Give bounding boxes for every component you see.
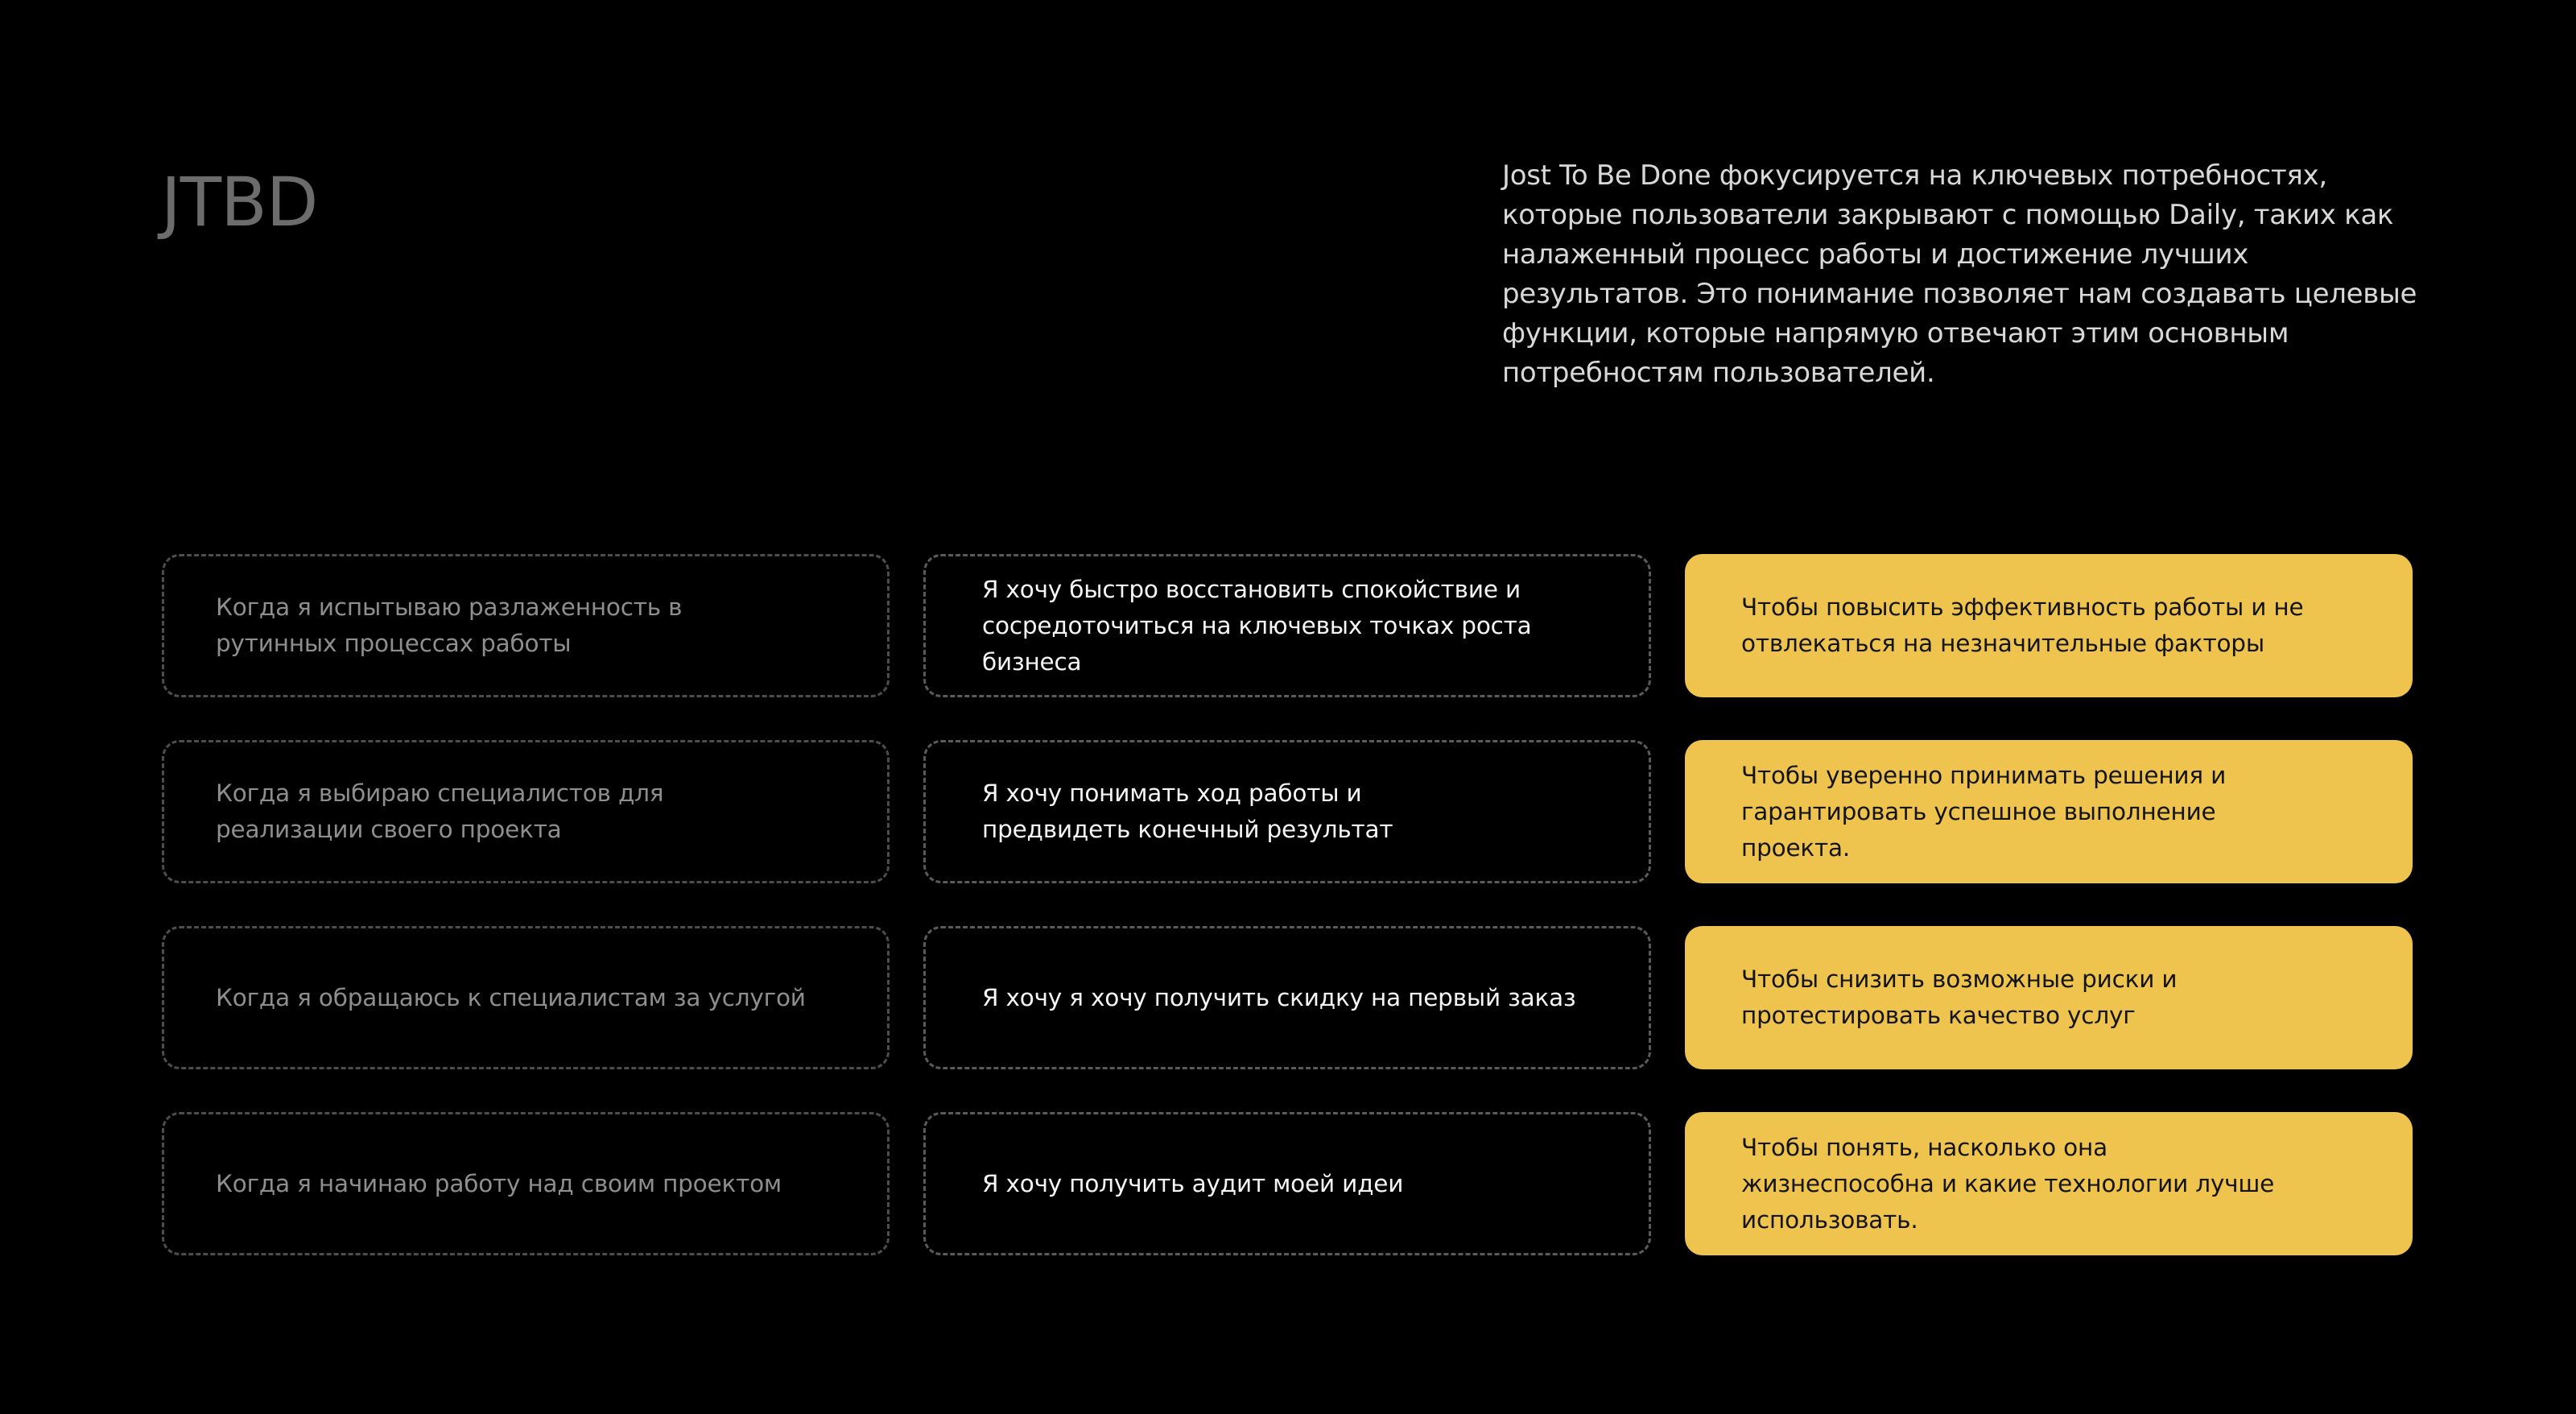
want-card bbox=[923, 740, 1651, 883]
goal-card bbox=[1685, 926, 2413, 1069]
jtbd-grid bbox=[162, 554, 2413, 1255]
when-card bbox=[162, 1112, 890, 1255]
goal-card-text: Чтобы понять, насколько она жизнеспособна и какие технологии лучше использовать. bbox=[1741, 1133, 2275, 1234]
when-card-text: Когда я выбираю специалистов для реализации своего проекта bbox=[216, 779, 664, 843]
when-card-text: Когда я обращаюсь к специалистам за услугой bbox=[216, 983, 806, 1011]
when-card-text: Когда я испытываю разлаженность в рутинных процессах работы bbox=[216, 593, 683, 657]
when-card bbox=[162, 926, 890, 1069]
want-card-text: Я хочу я хочу получить скидку на первый заказ bbox=[982, 983, 1576, 1011]
goal-card-text: Чтобы уверенно принимать решения и гарантировать успешное выполнение проекта. bbox=[1741, 761, 2227, 862]
goal-card bbox=[1685, 554, 2413, 697]
want-card bbox=[923, 1112, 1651, 1255]
goal-card-text: Чтобы снизить возможные риски и протестировать качество услуг bbox=[1741, 965, 2178, 1029]
when-card bbox=[162, 554, 890, 697]
goal-card-text: Чтобы повысить эффективность работы и не отвлекаться на незначительные факторы bbox=[1741, 593, 2304, 657]
want-card-text: Я хочу быстро восстановить спокойствие и сосредоточиться на ключевых точках роста бизнеса bbox=[982, 575, 1532, 676]
when-card-text: Когда я начинаю работу над своим проектом bbox=[216, 1169, 782, 1197]
want-card bbox=[923, 926, 1651, 1069]
want-card bbox=[923, 554, 1651, 697]
page-title: JTBD bbox=[161, 163, 318, 242]
page-description: Jost To Be Done фокусируется на ключевых потребностях, которые пользователи закрывают с помощью Daily, таких как налаженный процесс работы и достижение лучших результатов. Это понимание позволяет нам создавать целевые функции, которые напрямую отвечают этим основным потребностям пользователей. bbox=[1502, 159, 2417, 389]
goal-card bbox=[1685, 1112, 2413, 1255]
when-card bbox=[162, 740, 890, 883]
want-card-text: Я хочу понимать ход работы и предвидеть конечный результат bbox=[982, 779, 1393, 843]
want-card-text: Я хочу получить аудит моей идеи bbox=[982, 1169, 1404, 1197]
goal-card bbox=[1685, 740, 2413, 883]
